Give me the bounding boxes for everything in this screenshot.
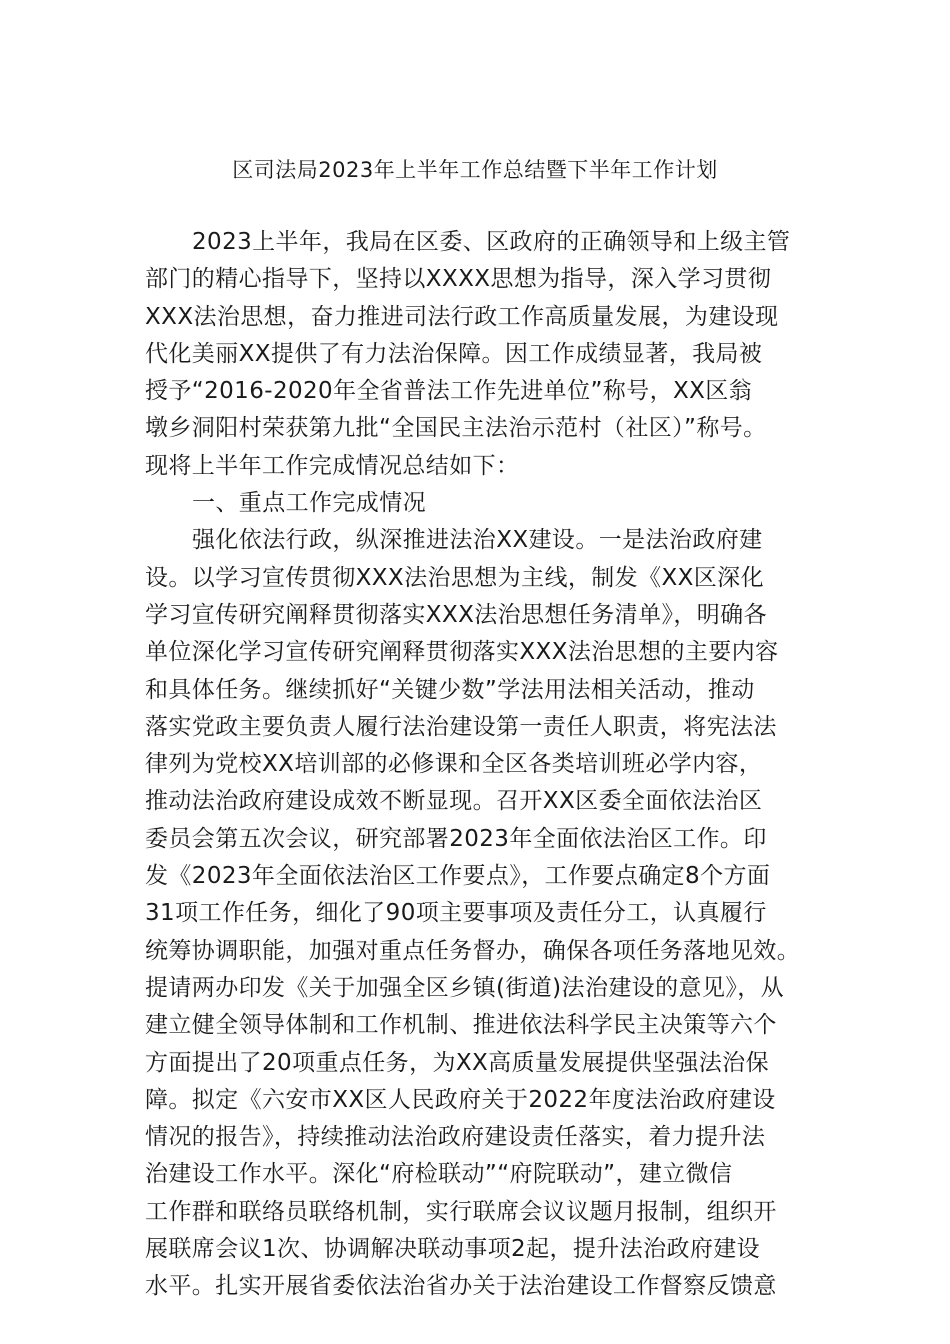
paragraph-line: 代化美丽XX提供了有力法治保障。因工作成绩显著，我局被 xyxy=(145,340,763,367)
paragraph-first-line: 2023上半年，我局在区委、区政府的正确领导和上级主管 xyxy=(192,229,791,255)
paragraph-line: 方面提出了20项重点任务，为XX高质量发展提供坚强法治保 xyxy=(145,1049,769,1076)
paragraph-line: 推动法治政府建设成效不断显现。召开XX区委全面依法治区 xyxy=(145,788,763,815)
paragraph-line: 学习宣传研究阐释贯彻落实XXX法治思想任务清单》，明确各 xyxy=(145,601,767,628)
paragraph-line: 律列为党校XX培训部的必修课和全区各类培训班必学内容， xyxy=(145,751,763,778)
paragraph-line: 委员会第五次会议，研究部署2023年全面依法治区工作。印 xyxy=(145,825,767,852)
paragraph-line: 展联席会议1次、协调解决联动事项2起，提升法治政府建设 xyxy=(145,1236,761,1263)
document-title: 区司法局2023年上半年工作总结暨下半年工作计划 xyxy=(232,158,718,182)
paragraph-line: 发《2023年全面依法治区工作要点》，工作要点确定8个方面 xyxy=(145,863,771,890)
paragraph-line: XXX法治思想，奋力推进司法行政工作高质量发展，为建设现 xyxy=(145,303,779,330)
paragraph-line: 落实党政主要负责人履行法治建设第一责任人职责，将宪法法 xyxy=(145,713,777,740)
paragraph-line: 单位深化学习宣传研究阐释贯彻落实XXX法治思想的主要内容 xyxy=(145,639,779,666)
paragraph-line: 水平。扎实开展省委依法治省办关于法治建设工作督察反馈意 xyxy=(145,1273,777,1300)
paragraph-line: 部门的精心指导下，坚持以XXXX思想为指导，深入学习贯彻 xyxy=(145,266,772,293)
paragraph-line: 31项工作任务，细化了90项主要事项及责任分工，认真履行 xyxy=(145,900,767,927)
paragraph-line: 和具体任务。继续抓好“关键少数”学法用法相关活动，推动 xyxy=(145,676,755,703)
paragraph-line: 工作群和联络员联络机制，实行联席会议议题月报制，组织开 xyxy=(145,1198,777,1225)
paragraph-line: 治建设工作水平。深化“府检联动”“府院联动”，建立微信 xyxy=(145,1161,733,1188)
paragraph-line: 建立健全领导体制和工作机制、推进依法科学民主决策等六个 xyxy=(145,1012,777,1039)
paragraph-line: 情况的报告》，持续推动法治政府建设责任落实，着力提升法 xyxy=(145,1124,766,1151)
paragraph-line: 统筹协调职能，加强对重点任务督办，确保各项任务落地见效。 xyxy=(145,937,801,964)
paragraph-line: 提请两办印发《关于加强全区乡镇(街道)法治建设的意见》，从 xyxy=(145,974,785,1001)
paragraph-line: 墩乡洞阳村荣获第九批“全国民主法治示范村（社区）”称号。 xyxy=(145,415,767,442)
paragraph-line: 障。拟定《六安市XX区人民政府关于2022年度法治政府建设 xyxy=(145,1086,776,1113)
paragraph-first-line: 一、重点工作完成情况 xyxy=(192,490,426,517)
paragraph-line: 设。以学习宣传贯彻XXX法治思想为主线，制发《XX区深化 xyxy=(145,564,764,591)
paragraph-line: 授予“2016-2020年全省普法工作先进单位”称号，XX区翁 xyxy=(145,378,753,405)
paragraph-first-line: 强化依法行政，纵深推进法治XX建设。一是法治政府建 xyxy=(192,527,763,554)
paragraph-line: 现将上半年工作完成情况总结如下： xyxy=(145,452,520,479)
document-body xyxy=(145,224,825,1306)
